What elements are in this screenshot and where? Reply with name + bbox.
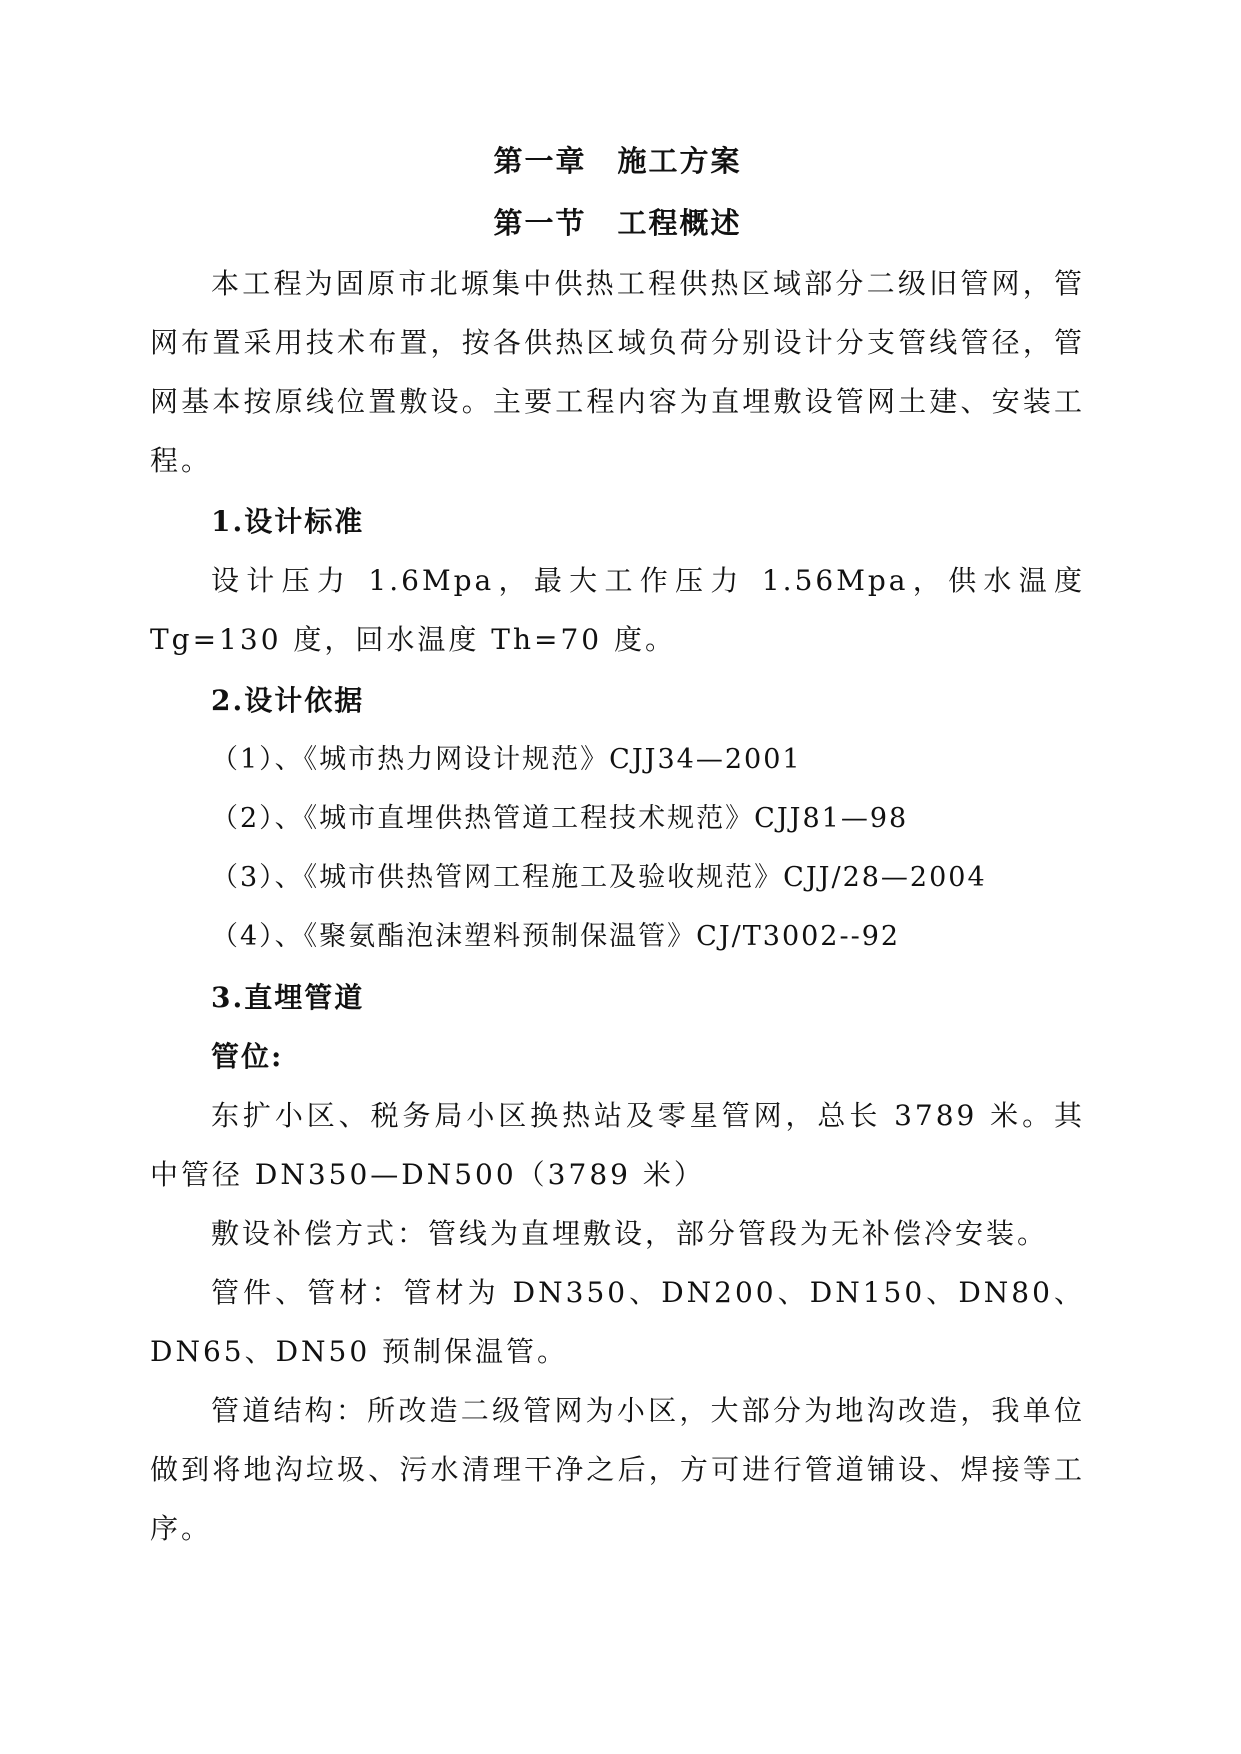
section-title: 第一节 工程概述 [493,206,742,240]
pipe-location-heading: 管位: [211,1040,284,1073]
reference-item: （1）、《城市热力网设计规范》CJJ34—2001 [211,744,802,775]
laying-method-text: 敷设补偿方式：管线为直埋敷设，部分管段为无补偿冷安装。 [211,1217,1049,1250]
intro-paragraph: 本工程为固原市北塬集中供热工程供热区域部分二级旧管网，管网布置采用技术布置，按各供热区域负荷分别设计分支管线管径，管网基本按原线位置敷设。主要工程内容为直埋敷设管网土建、安装工程。 [150,267,1085,477]
design-standard-text: 设计压力 1.6Mpa，最大工作压力 1.56Mpa，供水温度 Tg=130 度，回水温度 Th=70 度。 [150,564,1085,656]
pipe-location-text: 东扩小区、税务局小区换热站及零星管网，总长 3789 米。其中管径 DN350—DN500（3789 米） [150,1099,1085,1191]
design-standard-heading: 1.设计标准 [211,505,365,538]
pipe-materials-text: 管件、管材：管材为 DN350、DN200、DN150、DN80、DN65、DN50 预制保温管。 [150,1276,1085,1368]
design-basis-heading: 2.设计依据 [211,684,365,717]
reference-item: （2）、《城市直埋供热管道工程技术规范》CJJ81—98 [211,803,909,834]
document-body [150,146,1085,1558]
pipe-structure-text: 管道结构：所改造二级管网为小区，大部分为地沟改造，我单位做到将地沟垃圾、污水清理干净之后，方可进行管道铺设、焊接等工序。 [150,1394,1085,1545]
chapter-title: 第一章 施工方案 [493,144,742,178]
reference-item: （3）、《城市供热管网工程施工及验收规范》CJJ/28—2004 [211,862,987,893]
reference-item: （4）、《聚氨酯泡沫塑料预制保温管》CJ/T3002--92 [211,921,901,952]
direct-burial-heading: 3.直埋管道 [211,981,365,1014]
